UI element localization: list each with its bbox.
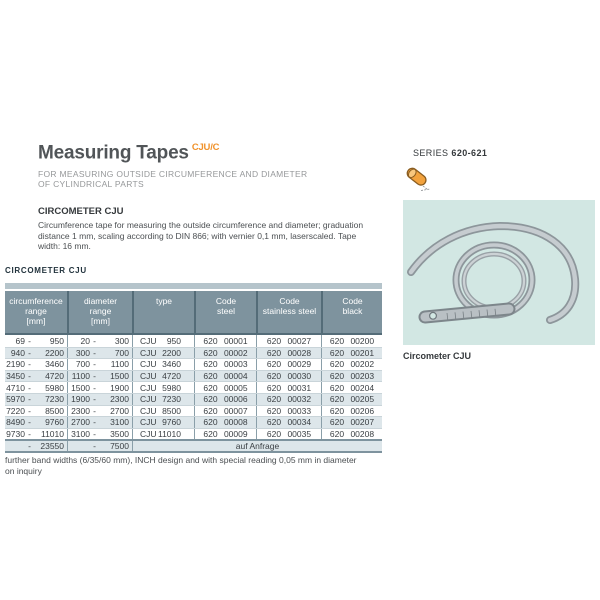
- type-cell: CJU 5980: [132, 382, 194, 393]
- series-number: 620-621: [451, 148, 488, 158]
- code-steel-cell: 620 00006: [194, 394, 256, 405]
- description-heading: CIRCOMETER CJU: [38, 206, 124, 217]
- description-block: [38, 206, 370, 252]
- code-black-cell: 620 00201: [321, 348, 382, 359]
- product-caption: Circometer CJU: [403, 351, 472, 361]
- code-steel-cell: 620 00001: [194, 335, 256, 347]
- code-stainless-steel-cell: 620 00035: [256, 429, 321, 440]
- circumference-range-cell: 7220 - 8500: [6, 405, 64, 416]
- code-black-cell: 620 00208: [321, 429, 382, 440]
- circumference-range-cell: 4710 - 5980: [6, 382, 64, 393]
- circumference-range-cell: 2190 - 3460: [6, 359, 64, 370]
- column-header-code-stainless-steel: Code stainless steel: [256, 291, 321, 333]
- column-header-code-black: Code black: [321, 291, 382, 333]
- type-cell: CJU 8500: [132, 406, 194, 417]
- code-stainless-steel-cell: 620 00030: [256, 371, 321, 382]
- code-steel-cell: 620 00007: [194, 406, 256, 417]
- type-cell: CJU 7230: [132, 394, 194, 405]
- code-black-cell: 620 00200: [321, 335, 382, 347]
- circumference-range-cell: - 23550: [28, 441, 64, 452]
- description-body: Circumference tape for measuring the outside circumference and diameter; graduation distance 1 mm, scaling according to DIN 866; with vernier 0,1 mm, laserscaled. Tape width: 16 mm.: [38, 220, 364, 251]
- code-stainless-steel-cell: 620 00033: [256, 406, 321, 417]
- footnote-line-2: on inquiry: [5, 465, 42, 476]
- series-label: [413, 148, 487, 158]
- type-cell: CJU 3460: [132, 359, 194, 370]
- table-row: [5, 335, 382, 347]
- code-stainless-steel-cell: 620 00031: [256, 382, 321, 393]
- on-request-cell: auf Anfrage: [132, 441, 382, 451]
- type-cell: CJU 11010: [132, 429, 194, 440]
- code-steel-cell: 620 00003: [194, 359, 256, 370]
- code-stainless-steel-cell: 620 00029: [256, 359, 321, 370]
- circumference-range-cell: 8490 - 9760: [6, 417, 64, 428]
- table-row: [5, 370, 382, 382]
- page-title-suffix: CJU/C: [191, 142, 220, 153]
- circumference-range-cell: 940 - 2200: [10, 347, 64, 358]
- measuring-tape-coil-icon: [403, 200, 595, 345]
- diameter-range-cell: 3100 - 3500: [67, 429, 132, 440]
- table-row: [5, 428, 382, 440]
- table-header-row: [5, 291, 382, 335]
- diameter-range-cell: - 7500: [67, 441, 132, 451]
- code-steel-cell: 620 00009: [194, 429, 256, 440]
- table-row: [5, 358, 382, 370]
- subtitle-line-2: OF CYLINDRICAL PARTS: [38, 179, 144, 190]
- table-body: [5, 335, 382, 453]
- type-cell: CJU 9760: [132, 417, 194, 428]
- circumference-range-cell: 5970 - 7230: [6, 394, 64, 405]
- table-row: [5, 439, 382, 451]
- diameter-range-cell: 20 - 300: [67, 335, 132, 347]
- series-word: SERIES: [413, 148, 449, 158]
- code-black-cell: 620 00204: [321, 382, 382, 393]
- column-header-type: type: [132, 291, 194, 333]
- code-black-cell: 620 00205: [321, 394, 382, 405]
- code-stainless-steel-cell: 620 00028: [256, 348, 321, 359]
- diameter-range-cell: 1900 - 2300: [67, 394, 132, 405]
- code-steel-cell: 620 00005: [194, 382, 256, 393]
- diameter-range-cell: 300 - 700: [67, 348, 132, 359]
- column-header-diameter-range: diameter range [mm]: [67, 291, 132, 333]
- code-steel-cell: 620 00002: [194, 348, 256, 359]
- table-row: [5, 416, 382, 428]
- code-stainless-steel-cell: 620 00032: [256, 394, 321, 405]
- type-cell: CJU 950: [132, 335, 194, 347]
- code-black-cell: 620 00206: [321, 406, 382, 417]
- table-row: [5, 393, 382, 405]
- diameter-range-cell: 1500 - 1900: [67, 382, 132, 393]
- diameter-range-cell: 700 - 1100: [67, 359, 132, 370]
- diameter-range-cell: 2700 - 3100: [67, 417, 132, 428]
- table-row: [5, 405, 382, 417]
- code-black-cell: 620 00203: [321, 371, 382, 382]
- table-row: [5, 381, 382, 393]
- table-label: CIRCOMETER CJU: [5, 266, 87, 275]
- table-row: [5, 347, 382, 359]
- page-subtitle: [38, 169, 307, 189]
- table-top-strip: [5, 283, 382, 289]
- code-steel-cell: 620 00004: [194, 371, 256, 382]
- code-steel-cell: 620 00008: [194, 417, 256, 428]
- product-photo-measuring-tape: [403, 200, 595, 345]
- type-cell: CJU 4720: [132, 371, 194, 382]
- cylinder-icon: [401, 163, 433, 200]
- footnote: [5, 455, 357, 476]
- diameter-range-cell: 2300 - 2700: [67, 406, 132, 417]
- circumference-range-cell: 3450 - 4720: [6, 371, 64, 382]
- page-title: [38, 139, 307, 163]
- column-header-circumference-range: circumference range [mm]: [9, 296, 63, 326]
- subtitle-line-1: FOR MEASURING OUTSIDE CIRCUMFERENCE AND DIAMETER: [38, 169, 308, 180]
- diameter-range-cell: 1100 - 1500: [67, 371, 132, 382]
- circumference-range-cell: 9730 - 11010: [6, 429, 64, 440]
- product-table: [5, 283, 382, 453]
- footnote-line-1: further band widths (6/35/60 mm), INCH design and with special reading 0,05 mm in diameter: [5, 455, 357, 465]
- page-title-text: Measuring Tapes: [38, 142, 189, 164]
- type-cell: CJU 2200: [132, 348, 194, 359]
- circumference-range-cell: 69 - 950: [15, 335, 64, 346]
- code-black-cell: 620 00202: [321, 359, 382, 370]
- title-block: [38, 139, 307, 189]
- column-header-code-steel: Code steel: [194, 291, 256, 333]
- code-stainless-steel-cell: 620 00034: [256, 417, 321, 428]
- code-stainless-steel-cell: 620 00027: [256, 335, 321, 347]
- code-black-cell: 620 00207: [321, 417, 382, 428]
